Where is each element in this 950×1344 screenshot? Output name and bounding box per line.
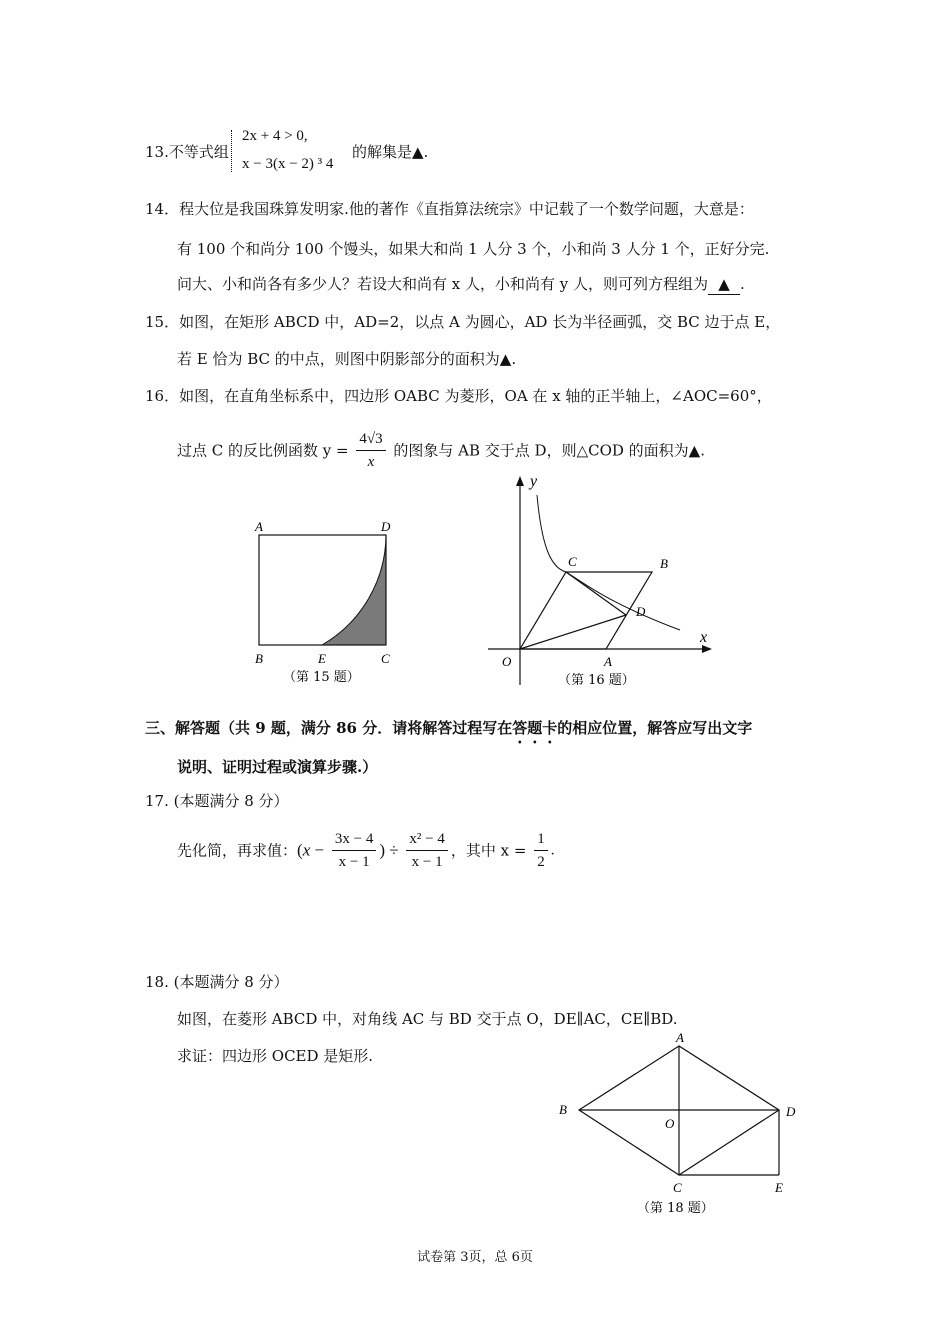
section3-line1 xyxy=(145,718,752,747)
fig18-label-o: O xyxy=(665,1116,675,1131)
q17-fraction-1-denominator: x − 1 xyxy=(338,854,370,870)
fig16-segment-od xyxy=(520,615,626,649)
q18-line2: 求证：四边形 OCED 是矩形. xyxy=(177,1047,374,1065)
fig16-x-arrow xyxy=(702,645,712,653)
q17-half-denominator: 2 xyxy=(537,854,545,870)
q18-title: 18. (本题满分 8 分） xyxy=(145,973,289,991)
fig18-label-a: A xyxy=(676,1030,684,1045)
fig16-label-c: C xyxy=(568,554,577,569)
fig16-label-a: A xyxy=(604,654,612,669)
q17-title: 17. (本题满分 8 分） xyxy=(145,792,289,810)
fig16-hyperbola xyxy=(537,495,680,630)
q17-fraction-2 xyxy=(406,828,447,873)
q17-fraction-1-numerator: 3x − 4 xyxy=(332,828,376,851)
fig16-label-y: y xyxy=(530,473,538,490)
q14-line2: 有 100 个和尚分 100 个馒头，如果大和尚 1 人分 3 个，小和尚 3 人分 1 个，正好分完. xyxy=(177,240,770,258)
q13-prefix: 13.不等式组 xyxy=(145,143,229,161)
figure-16 xyxy=(480,470,720,690)
q14-answer-blank: ▲ xyxy=(708,274,740,295)
fig18-label-b: B xyxy=(559,1102,567,1117)
page-footer: 试卷第 3页，总 6页 xyxy=(417,1250,533,1265)
fig16-label-d: D xyxy=(636,604,646,619)
q14-line3-text: 问大、小和尚各有多少人？若设大和尚有 x 人，小和尚有 y 人，则可列方程组为 xyxy=(177,275,709,293)
q13-suffix: 的解集是▲. xyxy=(352,143,429,161)
fig15-label-d: D xyxy=(381,519,391,534)
section3-line2: 说明、证明过程或演算步骤.） xyxy=(177,758,378,776)
q16-line2-post: 的图象与 AB 交于点 D，则△COD 的面积为▲. xyxy=(393,441,705,460)
q18-line1: 如图，在菱形 ABCD 中，对角线 AC 与 BD 交于点 O，DE∥AC，CE∥BD. xyxy=(177,1010,678,1028)
fig15-caption: （第 15 题） xyxy=(283,670,360,685)
q16-line2 xyxy=(177,428,705,473)
fig16-label-b: B xyxy=(660,556,668,571)
fig16-segment-cd xyxy=(566,572,626,615)
q13-inequality-2: x − 3(x − 2) ³ 4 xyxy=(242,156,334,172)
q15-line1: 15．如图，在矩形 ABCD 中，AD=2，以点 A 为圆心，AD 长为半径画弧，交 BC 边于点 E， xyxy=(145,313,781,331)
q16-line1: 16．如图，在直角坐标系中，四边形 OABC 为菱形，OA 在 x 轴的正半轴上，∠AOC=60°， xyxy=(145,387,772,405)
q14-line1: 14．程大位是我国珠算发明家.他的著作《直指算法统宗》中记载了一个数学问题，大意是： xyxy=(145,200,754,218)
q14-line3-end: . xyxy=(740,275,745,293)
fig15-label-e: E xyxy=(318,651,326,666)
fig15-shaded-region xyxy=(322,535,386,645)
fig16-y-arrow xyxy=(516,476,524,486)
section3-emphasis: 答题卡 xyxy=(512,719,558,737)
q16-fraction-numerator: 4√3 xyxy=(356,428,385,451)
q17-half-numerator: 1 xyxy=(534,828,548,851)
section3-line1-a: 三、解答题（共 9 题，满分 86 分．请将解答过程写在 xyxy=(145,719,513,737)
q17-fraction-2-numerator: x² − 4 xyxy=(406,828,447,851)
q17-fraction-1 xyxy=(332,828,376,873)
fig16-caption: （第 16 题） xyxy=(558,673,635,688)
q13-inequality-1: 2x + 4 > 0, xyxy=(242,128,308,144)
fig18-label-c: C xyxy=(673,1180,682,1195)
q16-fraction-denominator: x xyxy=(367,454,375,470)
q17-open-paren: (x − xyxy=(297,840,325,860)
fig18-label-d: D xyxy=(786,1104,796,1119)
q17-half xyxy=(534,828,548,873)
section3-line1-b: 的相应位置，解答应写出文字 xyxy=(557,719,753,737)
fig15-label-a: A xyxy=(255,519,263,534)
fig18-caption: （第 18 题） xyxy=(637,1201,714,1216)
figure-15 xyxy=(245,515,405,690)
q17-fraction-2-denominator: x − 1 xyxy=(411,854,443,870)
fig15-label-c: C xyxy=(381,651,390,666)
q16-line2-pre: 过点 C 的反比例函数 y = xyxy=(177,441,349,460)
q16-fraction xyxy=(356,428,385,473)
q17-mid: ，其中 x = xyxy=(450,841,527,860)
q17-pre: 先化简，再求值： xyxy=(177,841,298,860)
fig16-label-x: x xyxy=(700,629,708,646)
fig15-label-b: B xyxy=(255,651,263,666)
q17-close-div: ) ÷ xyxy=(379,840,399,860)
fig18-label-e: E xyxy=(775,1180,783,1195)
fig16-label-o: O xyxy=(502,654,512,669)
q15-line2: 若 E 恰为 BC 的中点，则图中阴影部分的面积为▲. xyxy=(177,350,517,368)
q17-expression xyxy=(177,828,554,873)
figure-18 xyxy=(555,1028,810,1220)
q17-period: . xyxy=(550,842,555,859)
q13-brace xyxy=(231,130,240,172)
q14-line3 xyxy=(177,274,745,295)
